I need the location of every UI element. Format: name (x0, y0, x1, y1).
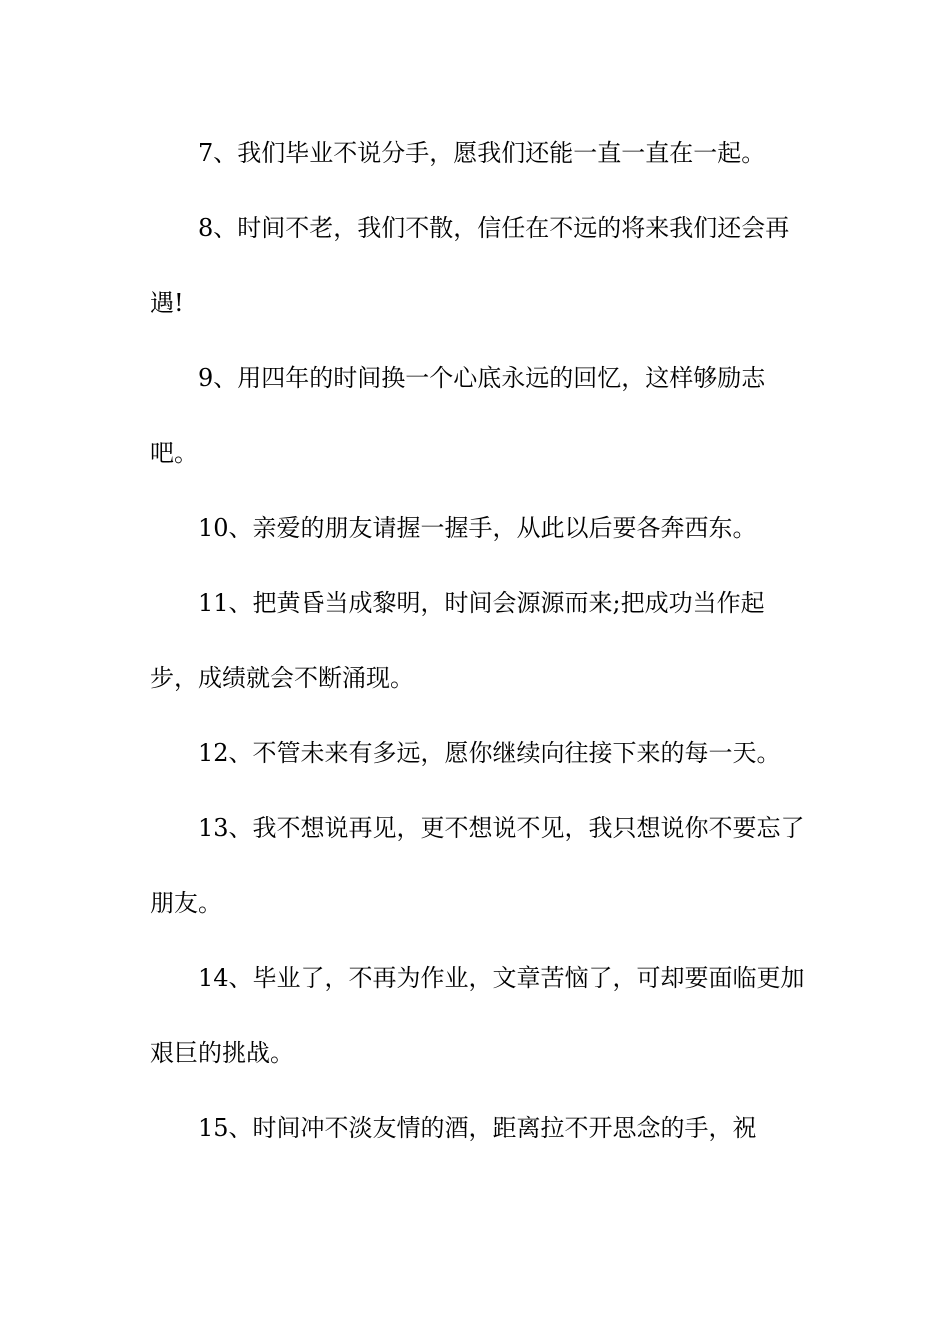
paragraph-10: 10、亲爱的朋友请握一握手，从此以后要各奔西东。 (198, 514, 757, 542)
paragraph-15: 15、时间冲不淡友情的酒，距离拉不开思念的手，祝 (198, 1114, 757, 1142)
paragraph-14: 14、毕业了，不再为作业，文章苦恼了，可却要面临更加艰巨的挑战。 (150, 964, 805, 1067)
paragraph-8: 8、时间不老，我们不散，信任在不远的将来我们还会再遇! (150, 214, 790, 317)
paragraph-7: 7、我们毕业不说分手，愿我们还能一直一直在一起。 (198, 139, 766, 167)
document-body (150, 116, 810, 1166)
paragraph-12: 12、不管未来有多远，愿你继续向往接下来的每一天。 (198, 739, 781, 767)
paragraph-9: 9、用四年的时间换一个心底永远的回忆，这样够励志吧。 (150, 364, 766, 467)
paragraph-13: 13、我不想说再见，更不想说不见，我只想说你不要忘了朋友。 (150, 814, 805, 917)
paragraph-11: 11、把黄昏当成黎明，时间会源源而来;把成功当作起步，成绩就会不断涌现。 (150, 589, 765, 692)
